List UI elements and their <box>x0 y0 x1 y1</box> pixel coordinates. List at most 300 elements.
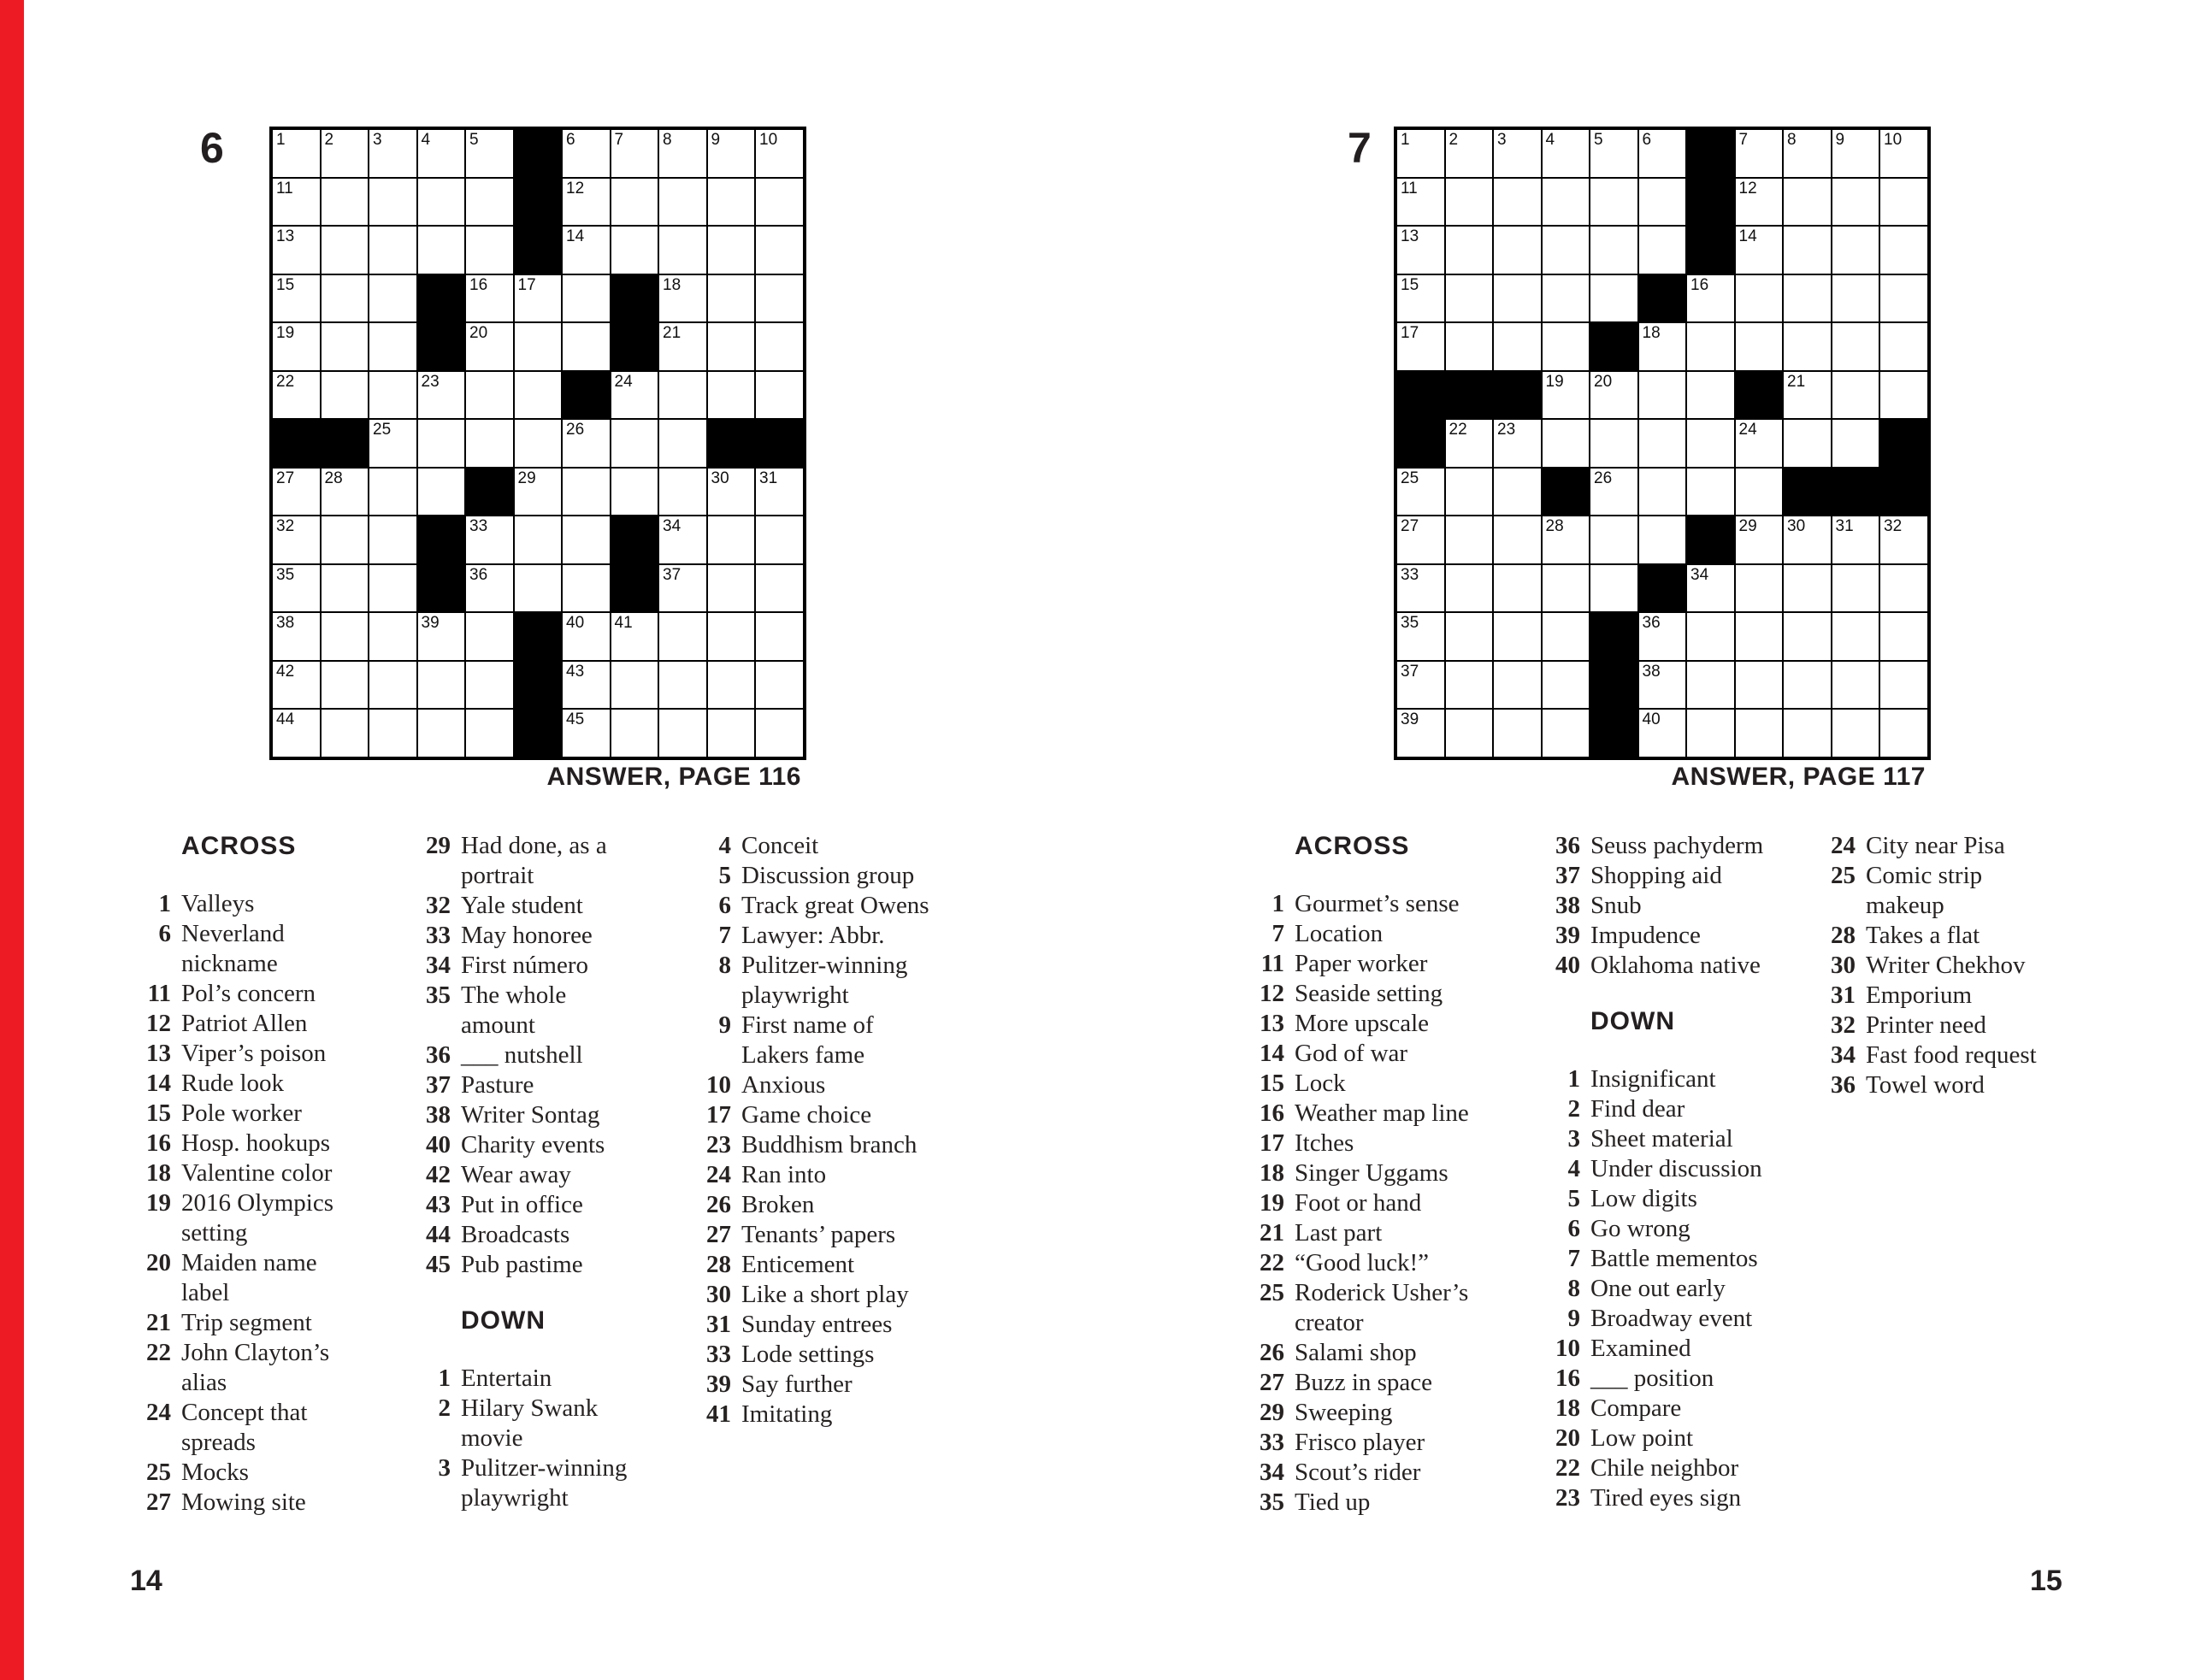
grid-cell[interactable] <box>1832 371 1880 420</box>
grid-cell[interactable] <box>1686 419 1735 468</box>
grid-cell[interactable] <box>1879 322 1928 371</box>
grid-cell[interactable] <box>1590 274 1638 323</box>
grid-cell[interactable] <box>369 371 417 420</box>
grid-cell[interactable] <box>707 322 756 371</box>
grid-cell[interactable] <box>272 226 321 274</box>
black-cell <box>321 419 369 468</box>
grid-cell[interactable] <box>1638 226 1687 274</box>
grid-cell[interactable] <box>1783 516 1832 564</box>
grid-cell[interactable] <box>1493 709 1542 757</box>
grid-cell[interactable] <box>1879 564 1928 613</box>
grid-cell[interactable] <box>611 226 659 274</box>
grid-cell[interactable] <box>272 612 321 661</box>
grid-cell[interactable] <box>417 612 466 661</box>
grid-cell[interactable] <box>465 419 514 468</box>
clue-text: Shopping aid <box>1590 862 1722 889</box>
grid-cell[interactable] <box>611 468 659 516</box>
grid-cell[interactable] <box>1832 661 1880 710</box>
grid-cell[interactable] <box>465 322 514 371</box>
clue <box>132 1248 419 1308</box>
grid-cell[interactable] <box>1735 226 1784 274</box>
grid-cell[interactable] <box>1686 709 1735 757</box>
grid-cell[interactable] <box>1879 612 1928 661</box>
grid-cell[interactable] <box>514 322 563 371</box>
grid-cell[interactable] <box>1638 709 1687 757</box>
grid-cell[interactable] <box>658 178 707 227</box>
grid-cell[interactable] <box>1783 661 1832 710</box>
cell-number: 20 <box>469 324 488 342</box>
grid-cell[interactable] <box>465 516 514 564</box>
grid-cell[interactable] <box>1783 564 1832 613</box>
grid-cell[interactable] <box>1735 129 1784 178</box>
grid-cell[interactable] <box>1832 419 1880 468</box>
grid-cell[interactable] <box>1832 178 1880 227</box>
grid-cell[interactable] <box>369 274 417 323</box>
grid-cell[interactable] <box>1832 129 1880 178</box>
grid-cell[interactable] <box>707 564 756 613</box>
clue-text: Roderick Usher’s creator <box>1295 1279 1469 1336</box>
grid-cell[interactable] <box>417 178 466 227</box>
grid-cell[interactable] <box>658 274 707 323</box>
grid-cell[interactable] <box>1638 468 1687 516</box>
grid-cell[interactable] <box>562 178 611 227</box>
grid-cell[interactable] <box>369 468 417 516</box>
grid-cell[interactable] <box>465 709 514 757</box>
grid-cell[interactable] <box>369 661 417 710</box>
grid-cell[interactable] <box>417 468 466 516</box>
grid-cell[interactable] <box>562 274 611 323</box>
grid-cell[interactable] <box>1396 129 1445 178</box>
grid-cell[interactable] <box>1783 419 1832 468</box>
grid-cell[interactable] <box>1832 516 1880 564</box>
grid-cell[interactable] <box>562 419 611 468</box>
grid-cell[interactable] <box>562 564 611 613</box>
grid-cell[interactable] <box>1445 661 1494 710</box>
grid-cell[interactable] <box>562 129 611 178</box>
cell-number: 40 <box>566 614 585 632</box>
grid-cell[interactable] <box>1879 226 1928 274</box>
grid-cell[interactable] <box>755 322 804 371</box>
grid-cell[interactable] <box>755 129 804 178</box>
grid-cell[interactable] <box>1879 274 1928 323</box>
grid-cell[interactable] <box>1396 322 1445 371</box>
grid-cell[interactable] <box>562 322 611 371</box>
grid-cell[interactable] <box>707 226 756 274</box>
grid-cell[interactable] <box>1783 371 1832 420</box>
clue-text: More upscale <box>1295 1010 1430 1037</box>
grid-cell[interactable] <box>1445 564 1494 613</box>
clue <box>1541 1124 1828 1154</box>
grid-cell[interactable] <box>1686 322 1735 371</box>
grid-cell[interactable] <box>369 226 417 274</box>
grid-cell[interactable] <box>1832 709 1880 757</box>
grid-cell[interactable] <box>1493 564 1542 613</box>
grid-cell[interactable] <box>1783 709 1832 757</box>
grid-cell[interactable] <box>1735 709 1784 757</box>
grid-cell[interactable] <box>562 468 611 516</box>
clue <box>1541 1364 1828 1394</box>
grid-cell[interactable] <box>562 612 611 661</box>
grid-cell[interactable] <box>755 468 804 516</box>
grid-cell[interactable] <box>1783 178 1832 227</box>
grid-cell[interactable] <box>321 709 369 757</box>
grid-cell[interactable] <box>321 516 369 564</box>
clue-text: Game choice <box>741 1101 872 1129</box>
clue-number: 9 <box>718 1011 731 1039</box>
grid-cell[interactable] <box>1590 564 1638 613</box>
grid-cell[interactable] <box>465 274 514 323</box>
grid-cell[interactable] <box>1735 516 1784 564</box>
grid-cell[interactable] <box>1493 322 1542 371</box>
grid-cell[interactable] <box>755 612 804 661</box>
grid-cell[interactable] <box>321 612 369 661</box>
grid-cell[interactable] <box>1542 178 1590 227</box>
grid-cell[interactable] <box>1445 516 1494 564</box>
grid-cell[interactable] <box>755 226 804 274</box>
grid-cell[interactable] <box>658 516 707 564</box>
clue-number: 16 <box>146 1129 171 1157</box>
clue-text: Discussion group <box>741 862 915 889</box>
grid-cell[interactable] <box>1493 612 1542 661</box>
grid-cell[interactable] <box>658 322 707 371</box>
grid-cell[interactable] <box>1542 661 1590 710</box>
clue <box>1541 1453 1828 1483</box>
grid-cell[interactable] <box>321 371 369 420</box>
grid-cell[interactable] <box>755 274 804 323</box>
grid-cell[interactable] <box>369 419 417 468</box>
grid-cell[interactable] <box>1590 226 1638 274</box>
clue-number: 34 <box>1260 1459 1284 1486</box>
grid-cell[interactable] <box>272 371 321 420</box>
grid-cell[interactable] <box>1783 612 1832 661</box>
grid-cell[interactable] <box>1445 612 1494 661</box>
grid-cell[interactable] <box>514 274 563 323</box>
grid-cell[interactable] <box>658 612 707 661</box>
grid-cell[interactable] <box>514 371 563 420</box>
grid-cell[interactable] <box>465 661 514 710</box>
clue-number: 1 <box>438 1365 451 1392</box>
grid-cell[interactable] <box>1493 661 1542 710</box>
grid-cell[interactable] <box>1493 274 1542 323</box>
grid-cell[interactable] <box>1638 322 1687 371</box>
grid-cell[interactable] <box>1396 709 1445 757</box>
grid-cell[interactable] <box>1638 178 1687 227</box>
grid-cell[interactable] <box>755 564 804 613</box>
grid-cell[interactable] <box>369 129 417 178</box>
black-cell <box>1396 371 1445 420</box>
grid-cell[interactable] <box>1590 516 1638 564</box>
grid-cell[interactable] <box>1542 612 1590 661</box>
grid-cell[interactable] <box>562 661 611 710</box>
grid-cell[interactable] <box>272 468 321 516</box>
grid-cell[interactable] <box>465 612 514 661</box>
grid-cell[interactable] <box>707 709 756 757</box>
grid-cell[interactable] <box>417 226 466 274</box>
cell-number: 5 <box>469 131 479 149</box>
grid-cell[interactable] <box>611 129 659 178</box>
grid-cell[interactable] <box>1735 661 1784 710</box>
grid-cell[interactable] <box>707 516 756 564</box>
grid-cell[interactable] <box>1590 419 1638 468</box>
grid-cell[interactable] <box>1735 564 1784 613</box>
clue-number: 7 <box>1272 920 1284 947</box>
grid-cell[interactable] <box>707 371 756 420</box>
grid-cell[interactable] <box>417 419 466 468</box>
grid-cell[interactable] <box>321 468 369 516</box>
clue-text: Enticement <box>741 1251 855 1278</box>
grid-cell[interactable] <box>465 129 514 178</box>
grid-cell[interactable] <box>1590 468 1638 516</box>
grid-cell[interactable] <box>465 226 514 274</box>
grid-cell[interactable] <box>658 468 707 516</box>
grid-cell[interactable] <box>1783 226 1832 274</box>
grid-cell[interactable] <box>658 564 707 613</box>
grid-cell[interactable] <box>1445 274 1494 323</box>
grid-cell[interactable] <box>755 709 804 757</box>
grid-cell[interactable] <box>1396 516 1445 564</box>
grid-cell[interactable] <box>707 129 756 178</box>
grid-cell[interactable] <box>1445 226 1494 274</box>
grid-cell[interactable] <box>1396 564 1445 613</box>
grid-cell[interactable] <box>658 226 707 274</box>
grid-cell[interactable] <box>1445 129 1494 178</box>
grid-cell[interactable] <box>1686 612 1735 661</box>
grid-cell[interactable] <box>1832 612 1880 661</box>
grid-cell[interactable] <box>611 419 659 468</box>
grid-cell[interactable] <box>611 661 659 710</box>
grid-cell[interactable] <box>369 516 417 564</box>
grid-cell[interactable] <box>707 661 756 710</box>
grid-cell[interactable] <box>1445 322 1494 371</box>
grid-cell[interactable] <box>1783 274 1832 323</box>
grid-cell[interactable] <box>1879 516 1928 564</box>
black-cell <box>1735 371 1784 420</box>
clue-number: 35 <box>1260 1488 1284 1516</box>
grid-cell[interactable] <box>1686 371 1735 420</box>
grid-cell[interactable] <box>707 178 756 227</box>
grid-cell[interactable] <box>1493 516 1542 564</box>
grid-cell[interactable] <box>1590 129 1638 178</box>
grid-cell[interactable] <box>272 564 321 613</box>
grid-cell[interactable] <box>1686 468 1735 516</box>
grid-cell[interactable] <box>465 564 514 613</box>
grid-cell[interactable] <box>369 709 417 757</box>
grid-cell[interactable] <box>1735 419 1784 468</box>
clue-number: 9 <box>1567 1305 1580 1332</box>
grid-cell[interactable] <box>755 178 804 227</box>
grid-cell[interactable] <box>1832 274 1880 323</box>
grid-cell[interactable] <box>321 661 369 710</box>
grid-cell[interactable] <box>707 468 756 516</box>
grid-cell[interactable] <box>1542 419 1590 468</box>
clue-column-left-2 <box>411 831 699 1513</box>
grid-cell[interactable] <box>514 468 563 516</box>
grid-cell[interactable] <box>1493 226 1542 274</box>
grid-cell[interactable] <box>321 274 369 323</box>
grid-cell[interactable] <box>1735 274 1784 323</box>
clue-number: 14 <box>1260 1040 1284 1067</box>
grid-cell[interactable] <box>611 371 659 420</box>
grid-cell[interactable] <box>369 564 417 613</box>
grid-cell[interactable] <box>1783 322 1832 371</box>
grid-cell[interactable] <box>321 322 369 371</box>
grid-cell[interactable] <box>1686 564 1735 613</box>
grid-cell[interactable] <box>611 709 659 757</box>
grid-cell[interactable] <box>1783 129 1832 178</box>
grid-cell[interactable] <box>1590 371 1638 420</box>
clue-text: Trip segment <box>181 1309 312 1336</box>
grid-cell[interactable] <box>658 419 707 468</box>
cell-number: 15 <box>276 275 295 294</box>
grid-cell[interactable] <box>369 178 417 227</box>
clue-text: Pub pastime <box>461 1251 583 1278</box>
grid-cell[interactable] <box>1686 274 1735 323</box>
grid-cell[interactable] <box>272 129 321 178</box>
clue <box>1245 1069 1532 1099</box>
grid-cell[interactable] <box>417 371 466 420</box>
grid-cell[interactable] <box>658 709 707 757</box>
grid-cell[interactable] <box>1638 661 1687 710</box>
grid-cell[interactable] <box>1445 709 1494 757</box>
grid-cell[interactable] <box>465 178 514 227</box>
grid-cell[interactable] <box>1735 612 1784 661</box>
grid-cell[interactable] <box>1396 612 1445 661</box>
clue <box>1245 1428 1532 1458</box>
grid-cell[interactable] <box>272 274 321 323</box>
grid-cell[interactable] <box>1542 516 1590 564</box>
grid-cell[interactable] <box>611 612 659 661</box>
grid-cell[interactable] <box>755 516 804 564</box>
black-cell <box>611 564 659 613</box>
grid-cell[interactable] <box>658 371 707 420</box>
grid-cell[interactable] <box>1396 274 1445 323</box>
clue-number: 32 <box>1831 1011 1856 1039</box>
grid-cell[interactable] <box>755 371 804 420</box>
grid-cell[interactable] <box>514 564 563 613</box>
grid-cell[interactable] <box>1832 226 1880 274</box>
grid-cell[interactable] <box>562 516 611 564</box>
grid-cell[interactable] <box>611 178 659 227</box>
grid-cell[interactable] <box>1832 564 1880 613</box>
grid-cell[interactable] <box>1445 419 1494 468</box>
grid-cell[interactable] <box>1542 564 1590 613</box>
grid-cell[interactable] <box>1735 468 1784 516</box>
grid-cell[interactable] <box>1542 322 1590 371</box>
grid-cell[interactable] <box>1493 129 1542 178</box>
grid-cell[interactable] <box>1542 274 1590 323</box>
grid-cell[interactable] <box>755 661 804 710</box>
grid-cell[interactable] <box>1879 129 1928 178</box>
grid-cell[interactable] <box>1686 661 1735 710</box>
clue-list-header: ACROSS <box>1295 832 1410 860</box>
grid-cell[interactable] <box>465 371 514 420</box>
clue-number: 7 <box>718 922 731 949</box>
grid-cell[interactable] <box>417 661 466 710</box>
grid-cell[interactable] <box>562 709 611 757</box>
grid-cell[interactable] <box>321 226 369 274</box>
grid-cell[interactable] <box>369 322 417 371</box>
cell-number: 13 <box>276 227 295 245</box>
clue-text: Snub <box>1590 892 1642 919</box>
grid-cell[interactable] <box>1493 178 1542 227</box>
grid-cell[interactable] <box>514 516 563 564</box>
grid-cell[interactable] <box>1590 178 1638 227</box>
grid-cell[interactable] <box>1445 468 1494 516</box>
grid-cell[interactable] <box>1638 129 1687 178</box>
grid-cell[interactable] <box>658 661 707 710</box>
grid-cell[interactable] <box>272 516 321 564</box>
grid-cell[interactable] <box>1542 226 1590 274</box>
clue-list-header: DOWN <box>1590 1007 1675 1035</box>
clue <box>132 1009 419 1039</box>
grid-cell[interactable] <box>1396 661 1445 710</box>
clue-number: 42 <box>426 1161 451 1188</box>
clue-text: Hosp. hookups <box>181 1129 331 1157</box>
grid-cell[interactable] <box>1879 661 1928 710</box>
grid-cell[interactable] <box>1832 322 1880 371</box>
clue-number: 44 <box>426 1221 451 1248</box>
grid-cell[interactable] <box>1396 226 1445 274</box>
clue-number: 30 <box>706 1281 731 1308</box>
grid-cell[interactable] <box>1542 709 1590 757</box>
grid-cell[interactable] <box>321 178 369 227</box>
grid-cell[interactable] <box>369 612 417 661</box>
grid-cell[interactable] <box>562 226 611 274</box>
grid-cell[interactable] <box>1879 178 1928 227</box>
grid-cell[interactable] <box>707 274 756 323</box>
grid-cell[interactable] <box>272 709 321 757</box>
grid-cell[interactable] <box>1493 419 1542 468</box>
grid-cell[interactable] <box>1542 129 1590 178</box>
grid-cell[interactable] <box>1638 371 1687 420</box>
grid-cell[interactable] <box>1396 468 1445 516</box>
cell-number: 36 <box>469 565 488 584</box>
cell-number: 25 <box>1401 469 1419 487</box>
grid-cell[interactable] <box>321 129 369 178</box>
grid-cell[interactable] <box>707 612 756 661</box>
clue-number: 39 <box>1555 922 1580 949</box>
clue-number: 33 <box>426 922 451 949</box>
clue-number: 24 <box>706 1161 731 1188</box>
grid-cell[interactable] <box>417 709 466 757</box>
grid-cell[interactable] <box>417 129 466 178</box>
grid-cell[interactable] <box>1493 468 1542 516</box>
clue <box>411 1453 699 1513</box>
grid-cell[interactable] <box>1445 178 1494 227</box>
clue-number: 41 <box>706 1400 731 1428</box>
grid-cell[interactable] <box>1879 709 1928 757</box>
grid-cell[interactable] <box>1638 516 1687 564</box>
grid-cell[interactable] <box>1396 178 1445 227</box>
cell-number: 26 <box>1594 469 1613 487</box>
grid-cell[interactable] <box>321 564 369 613</box>
grid-cell[interactable] <box>272 661 321 710</box>
clue-number: 6 <box>718 892 731 919</box>
clue-number: 36 <box>1831 1071 1856 1099</box>
clue-text: Gourmet’s sense <box>1295 890 1460 917</box>
grid-cell[interactable] <box>272 178 321 227</box>
grid-cell[interactable] <box>1735 322 1784 371</box>
grid-cell[interactable] <box>1638 419 1687 468</box>
grid-cell[interactable] <box>1735 178 1784 227</box>
grid-cell[interactable] <box>1542 371 1590 420</box>
grid-cell[interactable] <box>658 129 707 178</box>
grid-cell[interactable] <box>514 419 563 468</box>
grid-cell[interactable] <box>272 322 321 371</box>
grid-cell[interactable] <box>1879 371 1928 420</box>
cell-number: 5 <box>1594 131 1603 149</box>
grid-cell[interactable] <box>1638 612 1687 661</box>
